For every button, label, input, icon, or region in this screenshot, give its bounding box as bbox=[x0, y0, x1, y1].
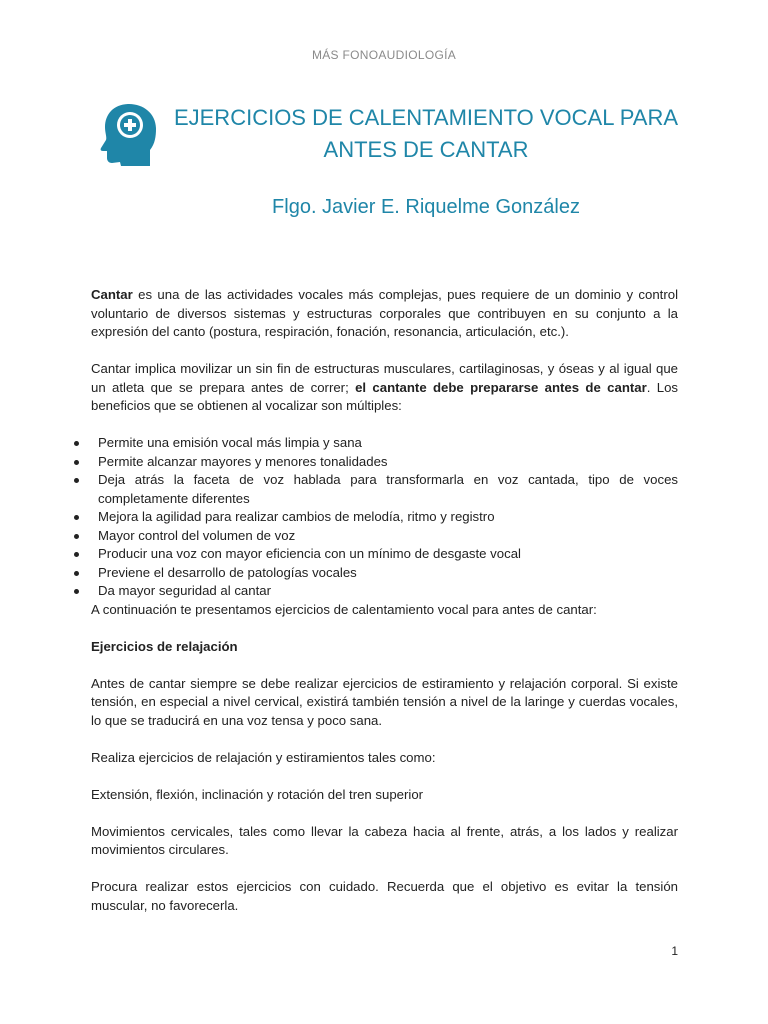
continuation-paragraph: A continuación te presentamos ejercicios de calentamiento vocal para antes de cantar: bbox=[91, 601, 597, 617]
title-line-1: EJERCICIOS DE CALENTAMIENTO VOCAL PARA bbox=[173, 105, 679, 130]
para2-bold: el cantante debe prepararse antes de cantar bbox=[355, 379, 647, 395]
relax-paragraph-4: Movimientos cervicales, tales como llevar la cabeza hacia al frente, atrás, a los lados y realizar movimientos circulares. bbox=[91, 823, 678, 857]
relax-paragraph-2: Realiza ejercicios de relajación y estiramientos tales como: bbox=[91, 749, 436, 765]
list-item: Deja atrás la faceta de voz hablada para transformarla en voz cantada, tipo de voces completamente diferentes bbox=[74, 471, 678, 508]
section-heading-text: Ejercicios de relajación bbox=[91, 638, 238, 654]
list-item: Permite alcanzar mayores y menores tonalidades bbox=[74, 453, 678, 472]
relax-paragraph-3: Extensión, flexión, inclinación y rotación del tren superior bbox=[91, 786, 424, 802]
intro-bold: Cantar bbox=[91, 287, 133, 302]
document-body bbox=[91, 286, 678, 915]
list-item: Permite una emisión vocal más limpia y sana bbox=[74, 434, 678, 453]
list-item: Previene el desarrollo de patologías vocales bbox=[74, 564, 678, 583]
relax-paragraph-5: Procura realizar estos ejercicios con cuidado. Recuerda que el objetivo es evitar la tensión muscular, no favorecerla. bbox=[91, 879, 678, 913]
document-title bbox=[170, 102, 682, 166]
page-number: 1 bbox=[671, 944, 678, 958]
benefits-intro-paragraph bbox=[91, 360, 678, 416]
intro-paragraph bbox=[91, 286, 678, 342]
list-item: Da mayor seguridad al cantar bbox=[74, 582, 678, 601]
header-label: MÁS FONOAUDIOLOGÍA bbox=[311, 48, 457, 62]
title-line-2: ANTES DE CANTAR bbox=[323, 137, 529, 162]
relax-paragraph-1: Antes de cantar siempre se debe realizar ejercicios de estiramiento y relajación corporal. Si existe tensión, en especial a nivel cervical, existirá también tensión a nivel de la laringe y cuerdas vocales, lo que se traducirá en una voz tensa y poco sana. bbox=[91, 675, 678, 728]
head-with-plus-icon bbox=[100, 102, 156, 166]
section-heading bbox=[91, 638, 678, 657]
list-item: Mejora la agilidad para realizar cambios de melodía, ritmo y registro bbox=[74, 508, 678, 527]
list-item: Mayor control del volumen de voz bbox=[74, 527, 678, 546]
benefits-list bbox=[74, 434, 678, 601]
para2-after: . Los beneficios que se obtienen al vocalizar son múltiples: bbox=[91, 379, 679, 413]
intro-text: es una de las actividades vocales más complejas, pues requiere de un dominio y control voluntario de diversos sistemas y estructuras corporales que contribuyen en su conjunto a la expresión del canto (postura, respiración, fonación, resonancia, articulación, etc.). bbox=[91, 287, 678, 339]
author-name: Flgo. Javier E. Riquelme González bbox=[272, 196, 580, 218]
list-item: Producir una voz con mayor eficiencia con un mínimo de desgaste vocal bbox=[74, 545, 678, 564]
para2-before: Cantar implica movilizar un sin fin de estructuras musculares, cartilaginosas, y óseas y al igual que un atleta que se prepara antes de correr; bbox=[91, 361, 678, 395]
